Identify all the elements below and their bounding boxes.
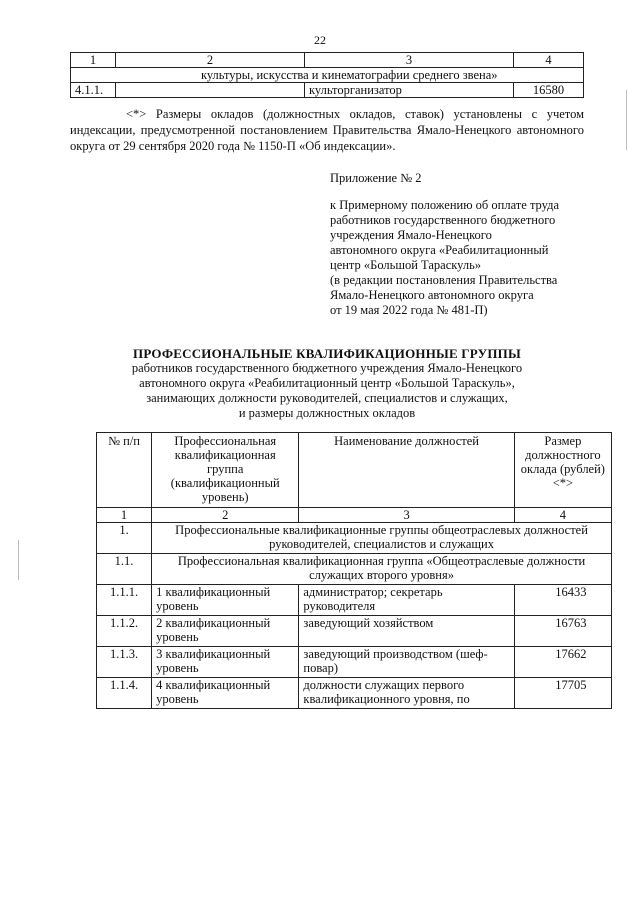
appendix-line: (в редакции постановления Правительства [330,273,558,287]
top-continuation-table [70,52,584,98]
heading-title: ПРОФЕССИОНАЛЬНЫЕ КВАЛИФИКАЦИОННЫЕ ГРУППЫ [133,346,521,361]
indexation-footnote: <*> Размеры окладов (должностных окладов, ставок) установлены с учетом индексации, предусмотренной постановлением Правительства Ямало-Ненецкого автономного округа от 29 сентября 2020 года № 1150-П «Об индексации». [70,107,584,153]
row-positions: администратор; секретарь руководителя [299,585,514,616]
appendix-line: центр «Большой Тараскуль» [330,258,482,272]
document-heading [70,346,584,421]
row-positions: заведующий хозяйством [299,616,514,647]
row-salary: 16433 [514,585,611,616]
appendix-line: к Примерному положению об оплате труда [330,198,560,212]
section-number: 1. [97,523,152,554]
heading-line: занимающих должности руководителей, специалистов и служащих, [146,391,508,405]
main-table-header-row [97,433,612,508]
table-row [97,585,612,616]
row-level: 2 квалификационный уровень [152,616,299,647]
top-header-col-4: 4 [514,53,584,68]
section-title: Профессиональные квалификационные группы общеотраслевых должностей руководителей, специалистов и служащих [152,523,612,554]
top-group-title: культуры, искусства и кинематографии среднего звена» [116,68,584,83]
col-number-2: 2 [152,508,299,523]
subsection-row [97,554,612,585]
row-number: 1.1.4. [97,678,152,709]
appendix-title: Приложение № 2 [330,171,422,185]
header-positions: Наименование должностей [299,433,514,508]
section-row [97,523,612,554]
row-level: 1 квалификационный уровень [152,585,299,616]
row-position: культорганизатор [305,83,514,98]
row-number: 1.1.3. [97,647,152,678]
top-table-group-row [71,68,584,83]
row-group [116,83,305,98]
top-header-col-1: 1 [71,53,116,68]
subsection-title: Профессиональная квалификационная группа «Общеотраслевые должности служащих второго уровня» [152,554,612,585]
table-row [71,83,584,98]
column-number-row [97,508,612,523]
table-row [97,616,612,647]
scan-artifact-left [18,540,19,580]
row-number: 1.1.1. [97,585,152,616]
col-number-3: 3 [299,508,514,523]
row-number: 4.1.1. [71,83,116,98]
top-table-header-row [71,53,584,68]
row-positions: заведующий производством (шеф-повар) [299,647,514,678]
table-row [97,678,612,709]
col-number-1: 1 [97,508,152,523]
appendix-line: учреждения Ямало-Ненецкого [330,228,492,242]
row-level: 3 квалификационный уровень [152,647,299,678]
top-header-col-3: 3 [305,53,514,68]
row-positions: должности служащих первого квалификационного уровня, по [299,678,514,709]
header-salary: Размер должностного оклада (рублей) <*> [514,433,611,508]
qualification-groups-table [96,432,612,709]
row-number: 1.1.2. [97,616,152,647]
row-salary: 17705 [514,678,611,709]
row-salary: 16763 [514,616,611,647]
row-salary: 17662 [514,647,611,678]
header-group: Профессиональная квалификационная группа (квалификационный уровень) [152,433,299,508]
table-row [97,647,612,678]
appendix-line: Ямало-Ненецкого автономного округа [330,288,534,302]
col-number-4: 4 [514,508,611,523]
scan-artifact-right [626,90,627,150]
appendix-reference [330,198,600,318]
top-header-col-2: 2 [116,53,305,68]
subsection-number: 1.1. [97,554,152,585]
heading-line: и размеры должностных окладов [238,406,416,420]
heading-line: автономного округа «Реабилитационный центр «Большой Тараскуль», [139,376,515,390]
appendix-line: работников государственного бюджетного [330,213,556,227]
header-number: № п/п [97,433,152,508]
row-level: 4 квалификационный уровень [152,678,299,709]
heading-line: работников государственного бюджетного учреждения Ямало-Ненецкого [131,361,523,375]
row-salary: 16580 [514,83,584,98]
page-number: 22 [314,33,326,47]
appendix-line: от 19 мая 2022 года № 481-П) [330,303,488,317]
appendix-line: автономного округа «Реабилитационный [330,243,549,257]
